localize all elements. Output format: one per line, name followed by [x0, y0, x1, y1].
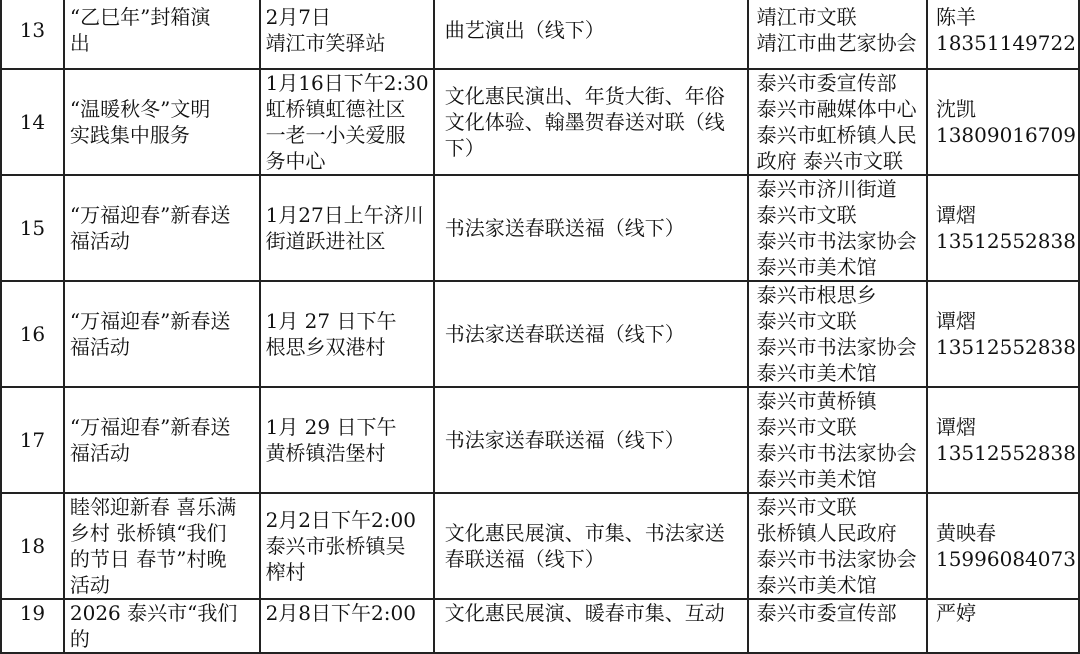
event-contact: 谭熠 13512552838 — [927, 175, 1079, 281]
event-content: 文化惠民展演、市集、书法家送 春联送福（线下） — [434, 493, 748, 599]
event-content: 文化惠民演出、年货大街、年俗 文化体验、翰墨贺春送对联（线 下） — [434, 69, 748, 175]
event-name: 2026 泰兴市“我们的 — [64, 599, 260, 653]
table-row — [1, 281, 1079, 387]
event-time-place: 2月2日下午2:00 泰兴市张桥镇吴 榨村 — [260, 493, 434, 599]
table-row — [1, 493, 1079, 599]
event-name: “万福迎春”新春送 福活动 — [64, 387, 260, 493]
event-time-place: 2月8日下午2:00 — [260, 599, 434, 653]
event-contact: 谭熠 13512552838 — [927, 281, 1079, 387]
event-contact: 谭熠 13512552838 — [927, 387, 1079, 493]
event-content: 曲艺演出（线下） — [434, 0, 748, 69]
event-time-place: 1月27日上午济川 街道跃进社区 — [260, 175, 434, 281]
event-contact: 沈凯 13809016709 — [927, 69, 1079, 175]
event-name: “万福迎春”新春送 福活动 — [64, 175, 260, 281]
row-number: 16 — [1, 281, 64, 387]
event-time-place: 1月 27 日下午 根思乡双港村 — [260, 281, 434, 387]
event-time-place: 1月 29 日下午 黄桥镇浩堡村 — [260, 387, 434, 493]
row-number: 15 — [1, 175, 64, 281]
event-organizer: 泰兴市委宣传部 泰兴市融媒体中心 泰兴市虹桥镇人民 政府 泰兴市文联 — [748, 69, 927, 175]
table-row — [1, 387, 1079, 493]
event-content: 书法家送春联送福（线下） — [434, 387, 748, 493]
table-row — [1, 0, 1079, 69]
row-number: 19 — [1, 599, 64, 653]
event-content: 书法家送春联送福（线下） — [434, 175, 748, 281]
event-organizer: 泰兴市文联 张桥镇人民政府 泰兴市书法家协会 泰兴市美术馆 — [748, 493, 927, 599]
row-number: 17 — [1, 387, 64, 493]
event-contact: 严婷 — [927, 599, 1079, 653]
table-row — [1, 69, 1079, 175]
event-time-place: 1月16日下午2:30 虹桥镇虹德社区 一老一小关爱服 务中心 — [260, 69, 434, 175]
row-number: 18 — [1, 493, 64, 599]
event-time-place: 2月7日 靖江市笑驿站 — [260, 0, 434, 69]
event-content: 文化惠民展演、暖春市集、互动 — [434, 599, 748, 653]
event-content: 书法家送春联送福（线下） — [434, 281, 748, 387]
row-number: 13 — [1, 0, 64, 69]
event-organizer: 泰兴市济川街道 泰兴市文联 泰兴市书法家协会 泰兴市美术馆 — [748, 175, 927, 281]
table-row — [1, 599, 1079, 653]
event-contact: 黄映春 15996084073 — [927, 493, 1079, 599]
table-row — [1, 175, 1079, 281]
event-organizer: 泰兴市委宣传部 — [748, 599, 927, 653]
event-organizer: 泰兴市根思乡 泰兴市文联 泰兴市书法家协会 泰兴市美术馆 — [748, 281, 927, 387]
event-contact: 陈羊 18351149722 — [927, 0, 1079, 69]
event-name: 睦邻迎新春 喜乐满 乡村 张桥镇“我们 的节日 春节”村晚 活动 — [64, 493, 260, 599]
row-number: 14 — [1, 69, 64, 175]
event-name: “乙巳年”封箱演 出 — [64, 0, 260, 69]
event-name: “温暖秋冬”文明 实践集中服务 — [64, 69, 260, 175]
event-organizer: 靖江市文联 靖江市曲艺家协会 — [748, 0, 927, 69]
event-organizer: 泰兴市黄桥镇 泰兴市文联 泰兴市书法家协会 泰兴市美术馆 — [748, 387, 927, 493]
event-name: “万福迎春”新春送 福活动 — [64, 281, 260, 387]
